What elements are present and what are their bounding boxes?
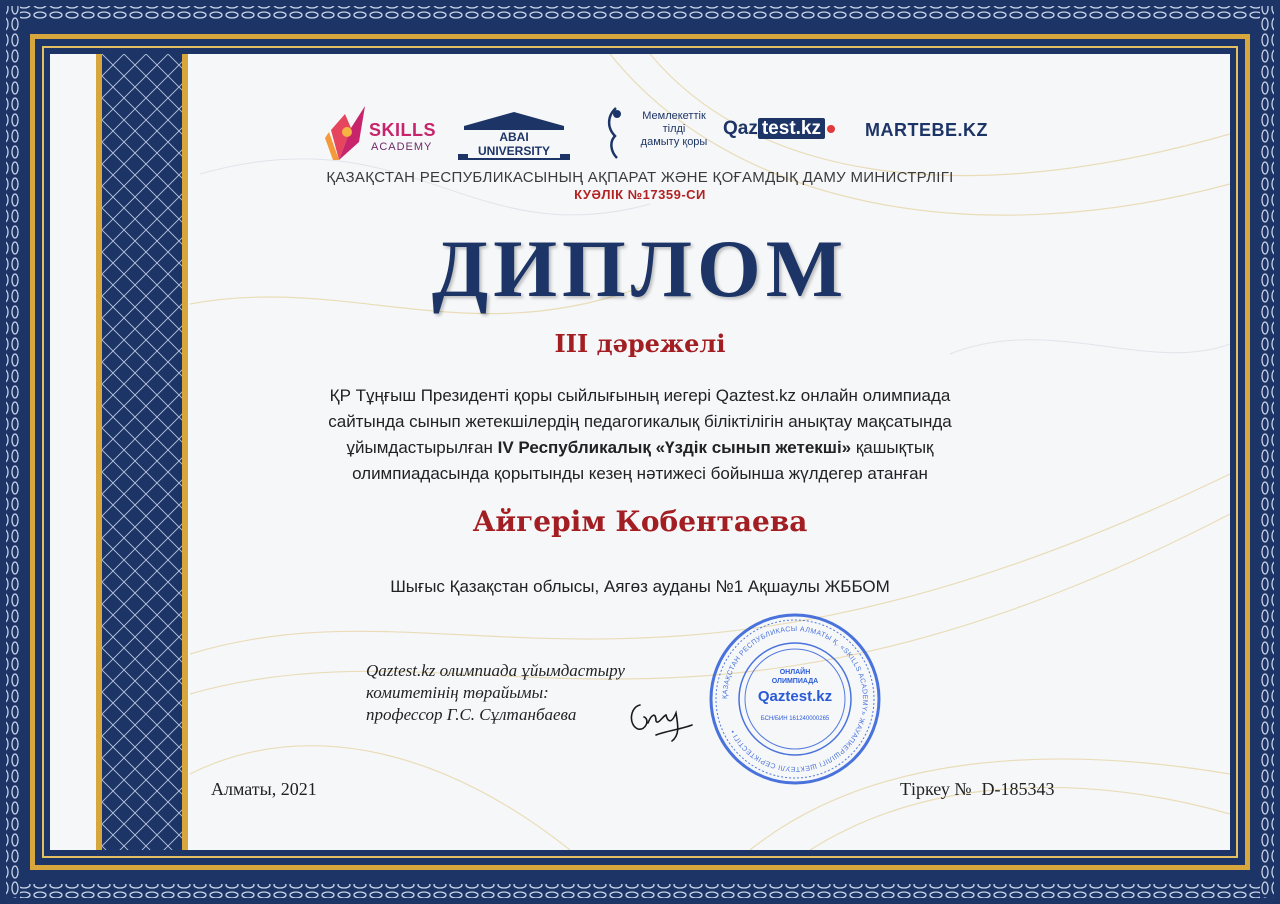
qaztest-dot-icon <box>827 125 835 133</box>
stamp-bin: БСН/БИН 161240000265 <box>760 716 830 722</box>
academy-logo-text: ACADEMY <box>371 141 433 153</box>
logos-row <box>325 100 988 166</box>
chair-line-2: комитетінің төрайымы: <box>366 683 549 702</box>
description-line-3 <box>230 435 1050 461</box>
fund-emblem-icon <box>603 106 629 160</box>
svg-text:ҚАЗАҚСТАН РЕСПУБЛИКАСЫ АЛМАТЫ: ҚАЗАҚСТАН РЕСПУБЛИКАСЫ АЛМАТЫ Қ. «SKILLS ACADEMY» ЖАУАПКЕРШІЛІГІ ШЕКТЕУЛІ СЕРІКТЕСТІГІ • <box>721 625 869 773</box>
skills-logo-text: SKILLS <box>369 120 437 140</box>
description-line-3c: қашықтық <box>851 438 934 457</box>
description-line-1: ҚР Тұңғыш Президенті қоры сыйлығының иегері Qaztest.kz онлайн олимпиада <box>329 386 951 405</box>
language-fund-logo <box>603 106 708 164</box>
signature-icon <box>626 695 696 745</box>
chair-line-1: Qaztest.kz олимпиада ұйымдастыру <box>366 661 625 680</box>
registration-number: D-185343 <box>981 779 1055 799</box>
fund-logo-line1: Мемлекеттік <box>642 110 706 122</box>
chair-line-3: профессор Г.С. Сұлтанбаева <box>366 705 577 724</box>
description-line-3a: ұйымдастырылған <box>346 438 498 457</box>
description-line-2: сайтында сынып жетекшілердің педагогикалық біліктілігін анықтау мақсатында <box>328 412 952 431</box>
qaztest-logo-part1: Qaz <box>723 118 758 139</box>
fund-logo-line3: дамыту қоры <box>640 136 708 148</box>
stamp-center-mid: ОЛИМПИАДА <box>771 678 819 685</box>
registration-label: Тіркеу № <box>900 779 972 799</box>
license-text: КУӘЛІК №17359-СИ <box>574 187 706 202</box>
city-year: Алматы, 2021 <box>211 779 317 799</box>
ministry-text: ҚАЗАҚСТАН РЕСПУБЛИКАСЫНЫҢ АҚПАРАТ ЖӘНЕ ҚОҒАМДЫҚ ДАМУ МИНИСТРЛІГІ <box>326 169 954 186</box>
diploma-title: ДИПЛОМ <box>431 223 849 314</box>
stamp-center-top: ОНЛАЙН <box>779 669 811 676</box>
fund-logo-line2: тілді <box>662 123 686 135</box>
abai-university-logo <box>458 110 570 164</box>
award-description <box>230 383 1050 487</box>
qaztest-logo-part2: test.kz <box>758 118 825 139</box>
official-stamp <box>708 612 882 786</box>
recipient-school: Шығыс Қазақстан облысы, Аягөз ауданы №1 Ақшаулы ЖББОМ <box>390 577 890 596</box>
description-line-4: олимпиадасында қорытынды кезең нәтижесі бойынша жүлдегер атанған <box>352 464 928 483</box>
martebe-logo: MARTEBE.KZ <box>865 120 988 140</box>
qaztest-logo <box>723 118 835 140</box>
degree-text: III дәрежелі <box>554 329 726 358</box>
olympiad-name: IV Республикалық «Үздік сынып жетекші» <box>497 438 852 457</box>
recipient-name: Айгерім Кобентаева <box>472 505 808 538</box>
stamp-center-logo: Qaztest.kz <box>757 688 833 705</box>
abai-logo-text: ABAI UNIVERSITY <box>468 130 560 158</box>
registration <box>900 779 1065 800</box>
skills-academy-logo <box>325 102 437 168</box>
